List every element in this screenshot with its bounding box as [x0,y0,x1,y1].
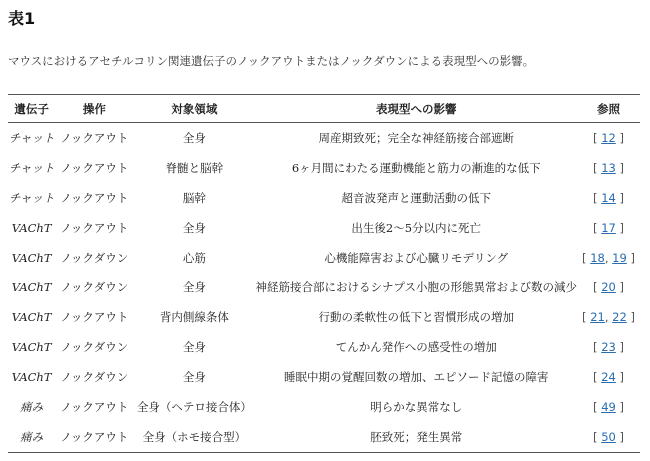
reference-cell [577,272,640,302]
ref-bracket-open: [ [593,160,602,175]
ref-bracket-close: ] [615,160,624,175]
operation-cell: ノックアウト [60,310,129,325]
gene-cell: VAChT [11,250,52,265]
ref-bracket-open: [ [593,220,602,235]
ref-bracket-open: [ [593,190,602,205]
phenotype-cell: 周産期致死；完全な神経筋接合部遮断 [318,130,514,145]
phenotype-cell: 睡眠中期の覚醒回数の増加、エピソード記憶の障害 [283,370,549,385]
ref-bracket-open: [ [593,370,602,385]
reference-link[interactable]: 17 [601,220,616,235]
table-body [8,123,640,453]
phenotype-cell: 神経筋接合部におけるシナプス小胞の形態異常および数の減少 [255,280,578,295]
reference-link[interactable]: 22 [612,310,627,325]
region-cell: 全身 [182,340,206,355]
ref-bracket-close: ] [615,370,624,385]
operation-cell: ノックアウト [55,422,133,452]
region-cell: 背内側線条体 [159,310,229,325]
operation-cell: ノックダウン [60,370,129,385]
reference-link[interactable]: 19 [612,250,627,265]
reference-link[interactable]: 23 [601,340,616,355]
reference-link[interactable]: 21 [590,310,605,325]
ref-bracket-open: [ [593,429,602,444]
reference-cell [577,183,640,213]
ref-bracket-close: ] [626,310,635,325]
header-operation: 操作 [55,95,133,123]
ref-bracket-close: ] [626,250,635,265]
gene-cell: VAChT [11,370,52,385]
operation-cell: ノックアウト [60,130,129,145]
region-cell: 全身（ヘテロ接合体） [136,399,252,414]
phenotype-cell: 超音波発声と運動活動の低下 [341,190,491,205]
reference-cell [577,243,640,273]
phenotype-cell: 行動の柔軟性の低下と習慣形成の増加 [318,310,514,325]
reference-cell [577,213,640,243]
operation-cell: ノックアウト [60,190,129,205]
ref-bracket-close: ] [615,130,624,145]
gene-cell: チャット [8,190,55,205]
region-cell: 全身 [182,370,206,385]
operation-cell: ノックアウト [60,220,129,235]
region-cell: 全身（ホモ接合型） [133,422,255,452]
reference-cell [577,123,640,153]
table-row [8,243,640,273]
header-phenotype: 表現型への影響 [255,95,577,123]
ref-bracket-open: [ [593,280,602,295]
gene-cell: チャット [8,160,55,175]
reference-link[interactable]: 18 [590,250,605,265]
region-cell: 脊髄と脳幹 [165,160,224,175]
reference-link[interactable]: 12 [601,130,616,145]
header-gene: 遺伝子 [8,95,55,123]
ref-separator: , [604,250,613,265]
ref-bracket-close: ] [615,340,624,355]
phenotype-cell: 心機能障害および心臓リモデリング [324,250,509,265]
table-title: 表1 [8,9,36,28]
reference-link[interactable]: 49 [601,399,616,414]
operation-cell: ノックダウン [60,280,129,295]
phenotype-cell: てんかん発作への感受性の増加 [335,340,497,355]
table-row [8,332,640,362]
gene-cell: VAChT [11,220,52,235]
reference-link[interactable]: 50 [601,429,616,444]
gene-phenotype-table [8,94,640,453]
reference-cell [577,332,640,362]
table-row [8,302,640,332]
gene-cell: VAChT [11,280,52,295]
phenotype-cell: 胚致死；発生異常 [255,422,577,452]
gene-cell: VAChT [11,340,52,355]
reference-link[interactable]: 24 [601,370,616,385]
reference-cell [577,362,640,392]
ref-bracket-close: ] [615,429,624,444]
reference-link[interactable]: 20 [601,280,616,295]
ref-bracket-open: [ [582,250,591,265]
table-row [8,123,640,153]
reference-link[interactable]: 14 [601,190,616,205]
gene-cell: 痛み [8,422,55,452]
region-cell: 全身 [182,130,206,145]
table-row [8,392,640,422]
ref-bracket-close: ] [615,190,624,205]
gene-cell: 痛み [20,399,44,414]
phenotype-cell: 明らかな異常なし [370,399,463,414]
table-row [8,422,640,452]
reference-cell [577,302,640,332]
ref-bracket-close: ] [615,220,624,235]
reference-cell [577,153,640,183]
operation-cell: ノックアウト [60,399,129,414]
table-row [8,272,640,302]
ref-bracket-open: [ [593,399,602,414]
table-row [8,213,640,243]
ref-bracket-close: ] [615,280,624,295]
reference-cell [577,422,640,452]
reference-link[interactable]: 13 [601,160,616,175]
operation-cell: ノックダウン [60,250,129,265]
region-cell: 全身 [182,220,206,235]
ref-bracket-close: ] [615,399,624,414]
header-region: 対象領域 [133,95,255,123]
table-row [8,153,640,183]
region-cell: 全身 [182,280,206,295]
region-cell: 脳幹 [182,190,206,205]
region-cell: 心筋 [182,250,206,265]
table-caption: マウスにおけるアセチルコリン関連遺伝子のノックアウトまたはノックダウンによる表現型への影響。 [8,54,535,68]
gene-cell: VAChT [11,310,52,325]
header-reference: 参照 [577,95,640,123]
ref-bracket-open: [ [593,340,602,355]
table-row [8,362,640,392]
table-row [8,183,640,213]
operation-cell: ノックダウン [60,340,129,355]
reference-cell [577,392,640,422]
phenotype-cell: 出生後2〜5分以内に死亡 [351,220,482,235]
ref-bracket-open: [ [593,130,602,145]
ref-bracket-open: [ [582,310,591,325]
operation-cell: ノックアウト [60,160,129,175]
phenotype-cell: 6ヶ月間にわたる運動機能と筋力の漸進的な低下 [291,160,541,175]
table-header-row [8,95,640,123]
ref-separator: , [604,310,613,325]
gene-cell: チャット [8,130,55,145]
